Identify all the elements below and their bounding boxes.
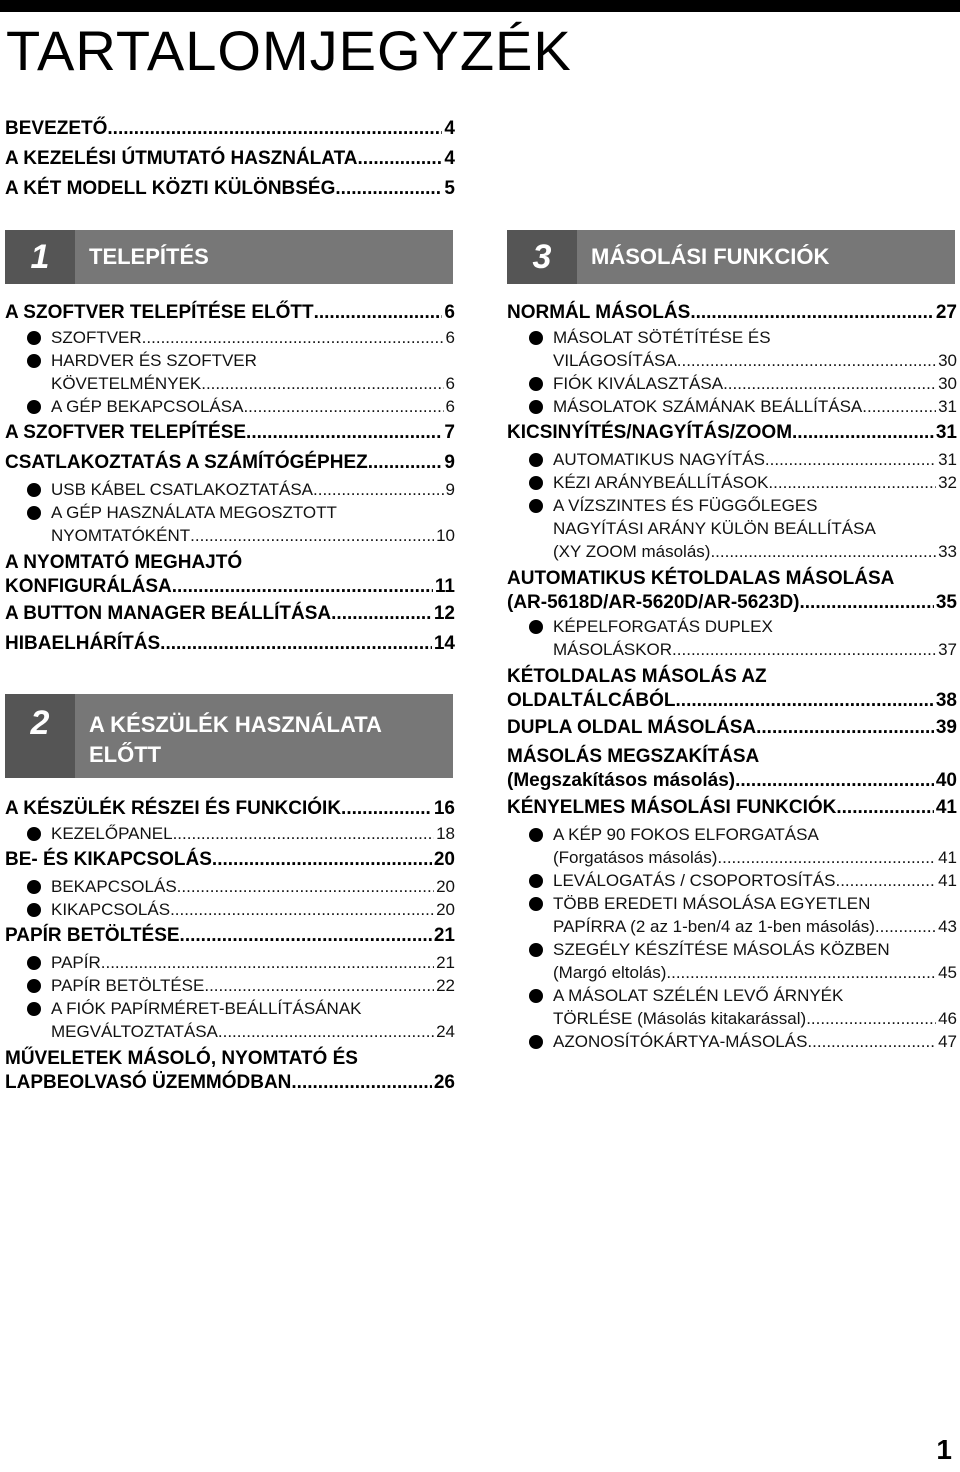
toc-subentry[interactable]: KÉPELFORGATÁS DUPLEX MÁSOLÁSKOR ..... 37 [507,615,957,661]
toc-subentry[interactable]: MÁSOLATOK SZÁMÁNAK BEÁLLÍTÁSA ..... 31 [507,395,957,418]
bullet-icon [529,1035,543,1049]
toc-subentry[interactable]: A MÁSOLAT SZÉLÉN LEVŐ ÁRNYÉK TÖRLÉSE (Másolás kitakarással) ..... 46 [507,984,957,1030]
intro-list [5,114,455,204]
bullet-icon [529,400,543,414]
chapter-3-header [507,230,955,284]
toc-subentry[interactable]: SZEGÉLY KÉSZÍTÉSE MÁSOLÁS KÖZBEN (Margó eltolás) ..... 45 [507,938,957,984]
toc-entry[interactable]: CSATLAKOZTATÁS A SZÁMÍTÓGÉPHEZ ..... 9 [5,448,455,478]
toc-entry[interactable]: MÁSOLÁS MEGSZAKÍTÁSA (Megszakításos másolás) ..... 40 [507,745,957,793]
toc-subentry[interactable]: FIÓK KIVÁLASZTÁSA ..... 30 [507,372,957,395]
chapter-2-header [5,694,453,778]
toc-entry[interactable]: A KÉT MODELL KÖZTI KÜLÖNBSÉG ..... 5 [5,174,455,204]
page-title: TARTALOMJEGYZÉK [6,19,572,82]
toc-entry[interactable]: A KEZELÉSI ÚTMUTATÓ HASZNÁLATA ..... 4 [5,144,455,174]
bullet-icon [27,506,41,520]
chapter-1-list [5,300,455,659]
bullet-icon [529,874,543,888]
chapter-number: 3 [507,230,577,284]
toc-subentry[interactable]: A VÍZSZINTES ÉS FÜGGŐLEGES NAGYÍTÁSI ARÁNY KÜLÖN BEÁLLÍTÁSA (XY ZOOM másolás) ..... 33 [507,494,957,563]
bullet-icon [529,620,543,634]
bullet-icon [27,483,41,497]
toc-subentry[interactable]: KEZELŐPANEL ..... 18 [5,822,455,845]
bullet-icon [529,897,543,911]
page-number: 1 [936,1434,952,1465]
toc-subentry[interactable]: USB KÁBEL CSATLAKOZTATÁSA ..... 9 [5,478,455,501]
toc-entry[interactable]: BE- ÉS KIKAPCSOLÁS ..... 20 [5,845,455,875]
toc-entry[interactable]: PAPÍR BETÖLTÉSE ..... 21 [5,921,455,951]
bullet-icon [27,354,41,368]
toc-subentry[interactable]: LEVÁLOGATÁS / CSOPORTOSÍTÁS ..... 41 [507,869,957,892]
toc-entry[interactable]: HIBAELHÁRÍTÁS ..... 14 [5,629,455,659]
bullet-icon [529,989,543,1003]
chapter-3-list [507,300,957,1053]
toc-subentry[interactable]: A GÉP HASZNÁLATA MEGOSZTOTT NYOMTATÓKÉNT ..... 10 [5,501,455,547]
bullet-icon [27,903,41,917]
toc-entry[interactable]: NORMÁL MÁSOLÁS ..... 27 [507,300,957,326]
bullet-icon [529,377,543,391]
bullet-icon [27,1002,41,1016]
chapter-2-list [5,796,455,1095]
bullet-icon [27,331,41,345]
toc-subentry[interactable]: A GÉP BEKAPCSOLÁSA ..... 6 [5,395,455,418]
toc-subentry[interactable]: KIKAPCSOLÁS ..... 20 [5,898,455,921]
chapter-title: TELEPÍTÉS [89,244,209,269]
toc-subentry[interactable]: AUTOMATIKUS NAGYÍTÁS ..... 31 [507,448,957,471]
toc-subentry[interactable]: A FIÓK PAPÍRMÉRET-BEÁLLÍTÁSÁNAK MEGVÁLTOZTATÁSA ..... 24 [5,997,455,1043]
toc-entry[interactable]: BEVEZETŐ ..... 4 [5,114,455,144]
chapter-1-header [5,230,453,284]
chapter-title: MÁSOLÁSI FUNKCIÓK [591,244,830,269]
bullet-icon [529,476,543,490]
toc-entry[interactable]: A KÉSZÜLÉK RÉSZEI ÉS FUNKCIÓIK ..... 16 [5,796,455,822]
toc-entry[interactable]: DUPLA OLDAL MÁSOLÁSA ..... 39 [507,713,957,743]
toc-entry[interactable]: A BUTTON MANAGER BEÁLLÍTÁSA ..... 12 [5,599,455,629]
bullet-icon [27,880,41,894]
bullet-icon [529,453,543,467]
bullet-icon [27,956,41,970]
toc-entry[interactable]: A SZOFTVER TELEPÍTÉSE ..... 7 [5,418,455,448]
toc-entry[interactable]: A SZOFTVER TELEPÍTÉSE ELŐTT ..... 6 [5,300,455,326]
toc-subentry[interactable]: MÁSOLAT SÖTÉTÍTÉSE ÉS VILÁGOSÍTÁSA ..... 30 [507,326,957,372]
chapter-number: 2 [5,694,75,778]
toc-subentry[interactable]: TÖBB EREDETI MÁSOLÁSA EGYETLEN PAPÍRRA (2 az 1-ben/4 az 1-ben másolás) ..... 43 [507,892,957,938]
bullet-icon [529,331,543,345]
toc-entry[interactable]: KÉTOLDALAS MÁSOLÁS AZ OLDALTÁLCÁBÓL ..... 38 [507,665,957,713]
top-rule [0,0,960,12]
bullet-icon [529,943,543,957]
toc-subentry[interactable]: A KÉP 90 FOKOS ELFORGATÁSA (Forgatásos másolás) ..... 41 [507,823,957,869]
toc-entry[interactable]: KÉNYELMES MÁSOLÁSI FUNKCIÓK ..... 41 [507,793,957,823]
toc-subentry[interactable]: BEKAPCSOLÁS ..... 20 [5,875,455,898]
toc-entry[interactable]: A NYOMTATÓ MEGHAJTÓ KONFIGURÁLÁSA ..... 11 [5,551,455,599]
bullet-icon [529,499,543,513]
toc-subentry[interactable]: HARDVER ÉS SZOFTVER KÖVETELMÉNYEK ..... 6 [5,349,455,395]
toc-entry[interactable]: MŰVELETEK MÁSOLÓ, NYOMTATÓ ÉS LAPBEOLVASÓ ÜZEMMÓDBAN ..... 26 [5,1047,455,1095]
toc-entry[interactable]: AUTOMATIKUS KÉTOLDALAS MÁSOLÁSA (AR-5618D/AR-5620D/AR-5623D) ..... 35 [507,567,957,615]
bullet-icon [27,400,41,414]
toc-entry[interactable]: KICSINYÍTÉS/NAGYÍTÁS/ZOOM ..... 31 [507,418,957,448]
toc-subentry[interactable]: KÉZI ARÁNYBEÁLLÍTÁSOK ..... 32 [507,471,957,494]
toc-subentry[interactable]: AZONOSÍTÓKÁRTYA-MÁSOLÁS ..... 47 [507,1030,957,1053]
toc-subentry[interactable]: PAPÍR BETÖLTÉSE ..... 22 [5,974,455,997]
bullet-icon [27,979,41,993]
bullet-icon [27,827,41,841]
toc-subentry[interactable]: PAPÍR ..... 21 [5,951,455,974]
chapter-title: A KÉSZÜLÉK HASZNÁLATA ELŐTT [89,712,382,767]
bullet-icon [529,828,543,842]
toc-subentry[interactable]: SZOFTVER ..... 6 [5,326,455,349]
chapter-number: 1 [5,230,75,284]
